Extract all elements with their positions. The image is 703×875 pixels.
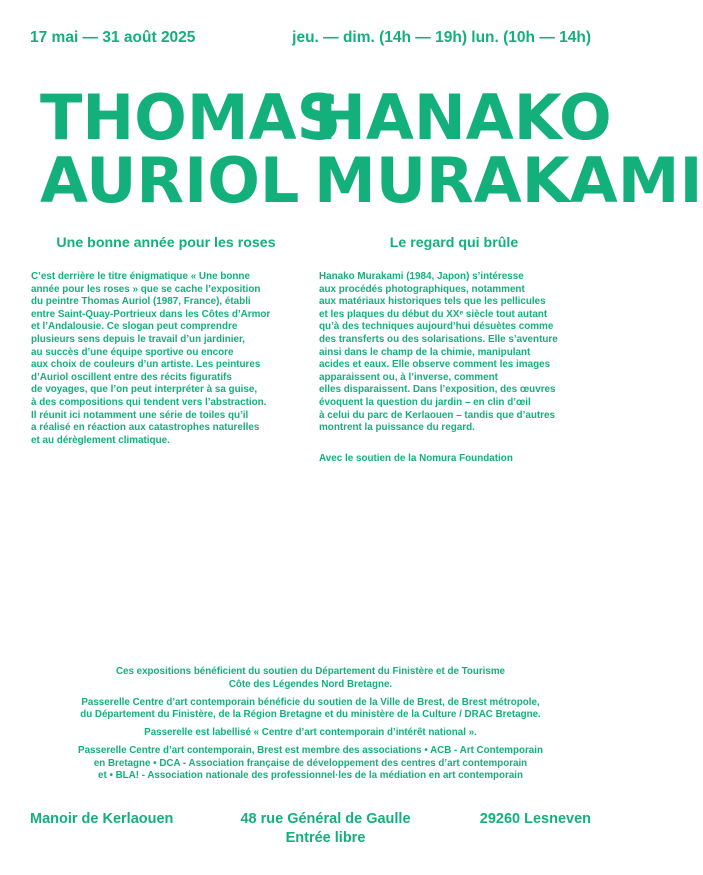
credit-line: Passerelle est labellisé « Centre d’art contemporain d’intérêt national ».	[144, 727, 477, 738]
venue-city: 29260 Lesneven	[479, 811, 591, 827]
opening-hours: jeu. — dim. (14h — 19h) lun. (10h — 14h)	[292, 29, 591, 46]
credit-line: Ces expositions bénéficient du soutien du Département du Finistère et de Tourisme Côte des Légendes Nord Bretagne.	[115, 666, 506, 690]
credit-line: Passerelle Centre d’art contemporain bénéficie du soutien de la Ville de Brest, de Brest métropole, du Département du Finistère, de la Région Bretagne et du ministère de la Culture / DRAC Bretagne.	[80, 696, 541, 720]
free-entry: Entrée libre	[285, 830, 366, 846]
exhibition-dates: 17 mai — 31 août 2025	[30, 29, 196, 46]
artist-name-left: THOMAS AURIOL	[40, 81, 342, 217]
street-address: 48 rue Général de Gaulle	[240, 811, 411, 827]
credits-block	[20, 666, 601, 788]
artist-name-right: HANAKO MURAKAMI	[314, 81, 703, 217]
description-left: C’est derrière le titre énigmatique « Une bonne année pour les roses » que se cache l’exposition du peintre Thomas Auriol (1987, France), établi entre Saint-Quay-Portrieux dans les Côtes d’Armor et l’Andalousie. Ce slogan peut comprendre plusieurs sens depuis le travail d’un jardinier, au succès d’une équipe sportive ou encore aux choix de couleurs d’un artiste. Les peintures d’Auriol oscillent entre des récits figuratifs de voyages, que l’on peut interpréter à sa guise, à des compositions qui tendent vers l’abstraction. Il réunit ici notamment une série de toiles qu’il a réalisé en réaction aux catastrophes naturelles et au dérèglement climatique.	[31, 271, 271, 446]
credit-line: Passerelle Centre d’art contemporain, Brest est membre des associations • ACB - Art Contemporain en Bretagne • DCA - Association française de développement des centres d’art contemporain et • BLA! - Association nationale des professionnel·les de la médiation en art contemporain	[78, 745, 543, 781]
description-right: Hanako Murakami (1984, Japon) s’intéresse aux procédés photographiques, notamment aux matériaux historiques tels que les pellicules et les plaques du début du XXᵉ siècle tout autant qu’à des techniques aujourd’hui désuètes comme des transferts ou des solarisations. Elle s’aventure ainsi dans le champ de la chimie, manipulant acides et eaux. Elle observe comment les images apparaissent ou, à l’inverse, comment elles disparaissent. Dans l’exposition, des œuvres évoquent la question du jardin – en clin d’œil à celui du parc de Kerlaouen – tandis que d’autres montrent la puissance du regard.	[319, 271, 558, 434]
venue-address	[232, 811, 419, 846]
exhibition-title-left: Une bonne année pour les roses	[56, 235, 276, 251]
venue-name: Manoir de Kerlaouen	[30, 811, 174, 827]
support-note: Avec le soutien de la Nomura Foundation	[319, 453, 513, 464]
exhibition-title-right: Le regard qui brûle	[389, 235, 519, 251]
